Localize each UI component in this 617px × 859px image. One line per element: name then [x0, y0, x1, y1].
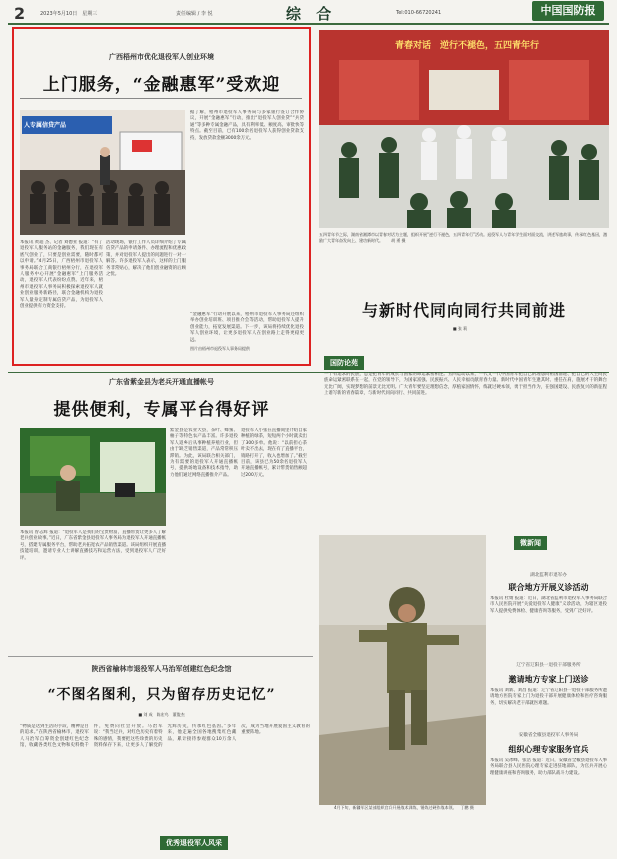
news-item-title: 联合地方开展义诊活动 — [508, 582, 589, 592]
story1-body-d: “金融惠军”行动开展以来，梧州市退役军人事务局还组织举办创业培训班、项目推介会等活动，帮助退役军人提升创业能力，拓宽发展渠道。下一步，该局将持续优化退役军人创业环境，让更多退役军人在创业路上走得更稳更远。 — [190, 312, 304, 343]
youth-photo-caption: 五四青年节之际，湖南省湘潭市以青春对话为主题，组织开展“逆行不褪色，五四青年行”活动。退役军人与青年学生面对面交流，讲述军旅故事，传承红色基因，激励广大青年奋发向上、建功新时代。 胡 勇 摄 — [319, 232, 608, 243]
soldier-photo-caption: 4月下旬，新疆军区某部组织官兵开展战术训练，锤炼过硬作战本领。 丁鹏 摄 — [334, 805, 474, 810]
newspaper-logo: 中国国防报 — [532, 1, 604, 21]
story1-body-b: 据了解，梧州市退役军人事务局与多家银行签订合作协议，开展“金融惠军”行动，推出“退役军人创业贷”“兵贷通”等多种专属金融产品，具有利率低、额度高、审批快等特点。截至目前，已有100余名退役军人获得创业贷款支持，发放贷款金额3000余万元。 — [190, 110, 304, 141]
photo-banner-text: 人专属信贷产品 — [24, 122, 67, 129]
story1-photo — [20, 110, 185, 235]
story2-body-b: 紫金县是农业大县，茶叶、蜂蜜、柚子等特色农产品丰富。许多退役军人返乡后从事种植养殖行业，但由于缺乏销售渠道，产品常常积压滞销。为此，该局联合相关部门，为有需要的退役军人开通直播帐号，提供场地设备和技术指导，助力他们通过网络直播推介产品。 — [170, 428, 238, 478]
story3-kicker: 陕西省榆林市退役军人马治军创建红色纪念馆 — [91, 664, 232, 673]
section-title: 综 合 — [286, 5, 337, 23]
news-item-title: 邀请地方专家上门送诊 — [508, 674, 589, 684]
telephone: Tel:010-66720241 — [396, 10, 442, 16]
page-number: 2 — [14, 4, 26, 23]
news-item-body: 本报讯 刘新、刘昌 报道：辽宁省辽阳县一退役干部服务所邀请地方医院专家上门为退役干部开展健康体检和医疗咨询服务，切实解决老干部就医难题。 — [490, 688, 607, 706]
commentary-label: 国防论苑 — [324, 356, 364, 370]
story3-body: “物质是达到生活的手段，精神是目的追求。”在陕西省榆林市，退役军人马治军自筹资金创建红色纪念馆，收藏各类红色文物和史料数千件，免费向社会开放。马治军说：“我当过兵，对红色历史有着特殊的感情，我要把这些珍贵的历史资料保存下来，让更多人了解党的光辉历史，传承红色基因。”多年来，他走遍全国各地搜集红色藏品，累计接待参观群众10万余人次，成为当地开展爱国主义教育的重要阵地。 — [20, 724, 310, 749]
story2-headline: 提供便利，专属平台得好评 — [53, 400, 270, 420]
news-item-kicker: 辽宁省辽阳县一退役干部服务所 — [516, 663, 581, 668]
story2-photo — [20, 428, 166, 526]
story-right-author: ■ 张 莉 — [452, 326, 468, 331]
photo-banner-text: 青春对话 逆行不褪色，五四青年行 — [395, 41, 540, 51]
story1-kicker: 广西梧州市优化退役军人创业环境 — [109, 52, 214, 61]
story1-body-c: 活动现场，银行工作人员详细介绍了专属信贷产品的申请条件、办理流程和优惠政策，并对退役军人提出的问题进行一对一解答。许多退役军人表示，这样的上门服务非常贴心，解决了他们创业融资的后顾之忧。 — [106, 240, 186, 278]
brief-news-label: 微新闻 — [514, 536, 547, 550]
story2-kicker: 广东省紫金县为老兵开通直播帐号 — [109, 377, 214, 386]
news-item-title: 组织心理专家服务官兵 — [508, 744, 589, 754]
story3-headline: “不图名图利，只为留存历史记忆” — [47, 687, 276, 703]
feature-section-label: 优秀退役军人风采 — [160, 836, 228, 850]
story-right-headline: 与新时代同向同行共同前进 — [361, 301, 566, 320]
story2-body-c: 退役军人小张在直播间里介绍自家种植的绿茶，短短两个小时就卖出了300多单。他说：“以前担心茶叶卖不出去，现在有了直播平台，销路打开了，收入也增加了。”截至目前，该县已为50余名退役军人开通直播帐号，累计带货销售额超过200万元。 — [241, 428, 307, 478]
story1-byline: 图片由梧州市退役军人事务局提供 — [190, 346, 250, 351]
story1-headline: 上门服务，“金融惠军”受欢迎 — [42, 75, 281, 95]
divider — [20, 98, 302, 99]
editor-credit: 责任编辑 / 李 悦 — [176, 11, 213, 17]
divider — [8, 656, 313, 657]
story1-body-a: 本报讯 黄超 杰、记者 刘德亚 报道：“有了退役军人服务站的金融服务，我们现在有底气创业了，只要是创业需要，随时都可以申请。”4月25日，广西梧州市退役军人事务局联合工商银行梧州分行，在退役军人服务中心开展“金融惠军”上门服务活动，退役军人代表纷纷点赞。近年来，梧州市退役军人事务局积极探索退役军人就业创业服务新路径，联合金融机构为退役军人量身定制专属信贷产品，为退役军人创业提供有力资金支持。 — [20, 240, 103, 310]
masthead-rule — [8, 23, 609, 25]
story2-body-a: 本报讯 曾志辉 报道：“退役军人是我们的宝贵财富，直播带货让更多人了解老兵创业故事。”近日，广东省紫金县退役军人事务局为退役军人开通直播帐号，搭建专属服务平台，帮助老兵拓宽农产品销售渠道。该局组织开展直播技能培训，邀请专业人士讲解直播技巧和运营方法，受到退役军人广泛好评。 — [20, 530, 166, 561]
news-item-body: 本报讯 吴冰峰、张浩 报道：近日，安徽省全椒县退役军人事务局联合县人民医院心理专家走进驻地部队，为官兵开展心理健康讲座和咨询服务，助力部队战斗力建设。 — [490, 758, 607, 776]
story3-authors: ■ 刘 成 陈宏鸟 董俊杰 — [138, 712, 185, 717]
issue-date: 2023年5月10日 星期三 — [40, 11, 98, 17]
commentary-body: 一个有追求的民族，总是把青年的成长与国家的命运紧密相连。五四运动以来，一代又一代中国青年把自己的理想同祖国前途、把自己的人生同民族命运紧密联系在一起，在党的领导下，为国家富强、民族振兴、人民幸福贡献青春力量。新时代中国青年生逢其时、重任在肩，施展才干的舞台无比广阔，实现梦想的前景无比光明。广大青年要坚定理想信念，厚植家国情怀，练就过硬本领，勇于担当作为，在强国建设、民族复兴的新征程上谱写新的青春篇章，与新时代同向同行、共同前进。 — [324, 372, 607, 397]
news-item-kicker: 安徽省全椒县退役军人事务局 — [518, 733, 579, 738]
soldier-photo — [319, 535, 486, 805]
news-item-body: 本报讯 杜婧 报道：近日，湖北省监利市退役军人事务局联合市人民医院开展“关爱退役军人健康”义诊活动，为辖区退役军人提供免费体检、健康咨询等服务，受到广泛好评。 — [490, 596, 607, 614]
news-item-kicker: 湖北监利市退军办 — [530, 573, 567, 578]
youth-dialogue-photo — [319, 30, 609, 228]
